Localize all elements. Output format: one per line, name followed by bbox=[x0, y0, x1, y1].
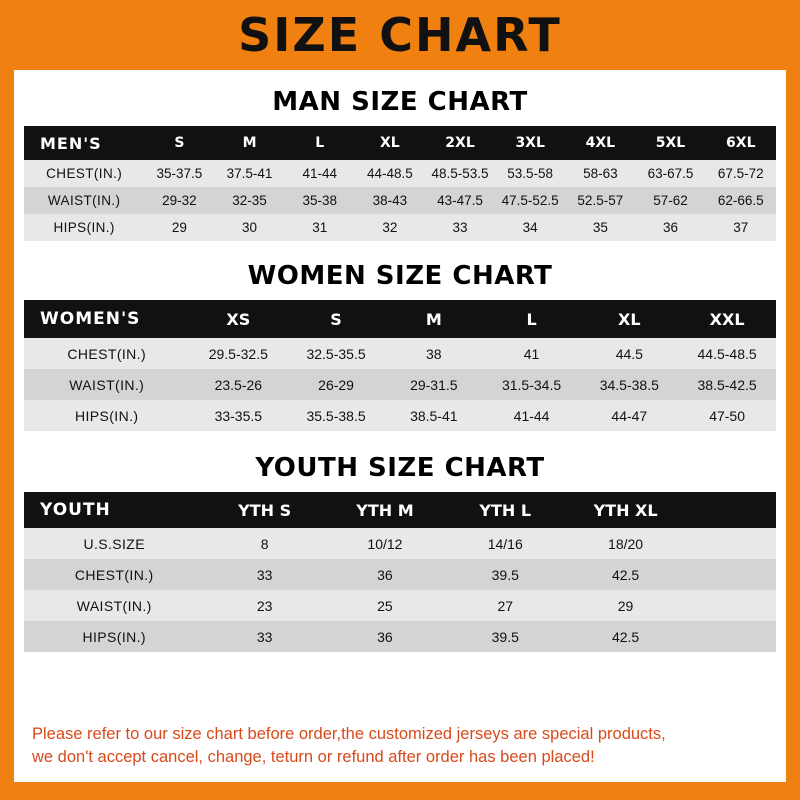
youth-cell-1-spacer bbox=[686, 559, 776, 590]
youth-cell-2-2: 27 bbox=[445, 590, 565, 621]
youth-cell-1-3: 42.5 bbox=[565, 559, 685, 590]
man-cell-2-7: 36 bbox=[635, 214, 705, 241]
man-col-0: S bbox=[144, 126, 214, 160]
youth-size-table bbox=[24, 492, 776, 652]
women-cell-2-4: 44-47 bbox=[580, 400, 678, 431]
women-cell-1-1: 26-29 bbox=[287, 369, 385, 400]
table-row bbox=[24, 160, 776, 187]
man-cell-1-4: 43-47.5 bbox=[425, 187, 495, 214]
women-table-header-row bbox=[24, 300, 776, 338]
women-col-4: XL bbox=[580, 300, 678, 338]
man-table-header-row bbox=[24, 126, 776, 160]
man-cell-0-3: 44-48.5 bbox=[355, 160, 425, 187]
man-cell-1-3: 38-43 bbox=[355, 187, 425, 214]
women-row-1-label: WAIST(IN.) bbox=[24, 369, 189, 400]
page-title: SIZE CHART bbox=[238, 8, 562, 62]
man-cell-1-8: 62-66.5 bbox=[706, 187, 776, 214]
women-header-label: WOMEN'S bbox=[24, 300, 189, 338]
man-col-3: XL bbox=[355, 126, 425, 160]
women-cell-0-0: 29.5-32.5 bbox=[189, 338, 287, 369]
man-cell-0-1: 37.5-41 bbox=[214, 160, 284, 187]
women-row-2-label: HIPS(IN.) bbox=[24, 400, 189, 431]
table-row bbox=[24, 214, 776, 241]
youth-cell-0-3: 18/20 bbox=[565, 528, 685, 559]
women-cell-1-5: 38.5-42.5 bbox=[678, 369, 776, 400]
women-cell-2-1: 35.5-38.5 bbox=[287, 400, 385, 431]
youth-section-title: YOUTH SIZE CHART bbox=[255, 453, 545, 483]
table-row bbox=[24, 590, 776, 621]
man-cell-2-8: 37 bbox=[706, 214, 776, 241]
man-cell-0-2: 41-44 bbox=[285, 160, 355, 187]
youth-cell-2-1: 25 bbox=[325, 590, 445, 621]
man-row-1-label: WAIST(IN.) bbox=[24, 187, 144, 214]
women-cell-2-5: 47-50 bbox=[678, 400, 776, 431]
women-col-3: L bbox=[483, 300, 581, 338]
man-size-table bbox=[24, 126, 776, 241]
man-section-title: MAN SIZE CHART bbox=[272, 87, 528, 117]
man-cell-0-7: 63-67.5 bbox=[635, 160, 705, 187]
women-col-2: M bbox=[385, 300, 483, 338]
man-col-4: 2XL bbox=[425, 126, 495, 160]
man-cell-2-3: 32 bbox=[355, 214, 425, 241]
youth-col-0: YTH S bbox=[204, 492, 324, 528]
header-banner bbox=[0, 0, 800, 70]
women-cell-2-2: 38.5-41 bbox=[385, 400, 483, 431]
women-cell-1-2: 29-31.5 bbox=[385, 369, 483, 400]
man-cell-1-5: 47.5-52.5 bbox=[495, 187, 565, 214]
table-row bbox=[24, 559, 776, 590]
man-cell-1-7: 57-62 bbox=[635, 187, 705, 214]
table-row bbox=[24, 528, 776, 559]
man-cell-2-5: 34 bbox=[495, 214, 565, 241]
footer-note-line-1: Please refer to our size chart before order,the customized jerseys are special products, bbox=[32, 725, 666, 744]
youth-col-spacer bbox=[686, 492, 776, 528]
youth-row-3-label: HIPS(IN.) bbox=[24, 621, 204, 652]
man-header-label: MEN'S bbox=[24, 126, 144, 160]
women-cell-1-4: 34.5-38.5 bbox=[580, 369, 678, 400]
man-cell-2-2: 31 bbox=[285, 214, 355, 241]
man-cell-1-1: 32-35 bbox=[214, 187, 284, 214]
youth-row-2-label: WAIST(IN.) bbox=[24, 590, 204, 621]
chart-content bbox=[14, 70, 786, 782]
man-col-2: L bbox=[285, 126, 355, 160]
women-cell-0-4: 44.5 bbox=[580, 338, 678, 369]
youth-cell-3-0: 33 bbox=[204, 621, 324, 652]
youth-col-1: YTH M bbox=[325, 492, 445, 528]
youth-cell-3-1: 36 bbox=[325, 621, 445, 652]
man-cell-2-4: 33 bbox=[425, 214, 495, 241]
man-col-7: 5XL bbox=[635, 126, 705, 160]
table-row bbox=[24, 338, 776, 369]
man-cell-0-6: 58-63 bbox=[565, 160, 635, 187]
women-section-title: WOMEN SIZE CHART bbox=[247, 261, 553, 291]
women-cell-0-2: 38 bbox=[385, 338, 483, 369]
man-col-8: 6XL bbox=[706, 126, 776, 160]
man-col-1: M bbox=[214, 126, 284, 160]
footer-note-line-2: we don't accept cancel, change, teturn or refund after order has been placed! bbox=[32, 747, 595, 766]
youth-cell-0-2: 14/16 bbox=[445, 528, 565, 559]
women-col-5: XXL bbox=[678, 300, 776, 338]
man-row-2-label: HIPS(IN.) bbox=[24, 214, 144, 241]
man-cell-0-5: 53.5-58 bbox=[495, 160, 565, 187]
man-cell-1-2: 35-38 bbox=[285, 187, 355, 214]
man-cell-0-8: 67.5-72 bbox=[706, 160, 776, 187]
table-row bbox=[24, 400, 776, 431]
youth-table-header-row bbox=[24, 492, 776, 528]
man-col-5: 3XL bbox=[495, 126, 565, 160]
women-cell-0-5: 44.5-48.5 bbox=[678, 338, 776, 369]
women-cell-1-3: 31.5-34.5 bbox=[483, 369, 581, 400]
youth-cell-1-2: 39.5 bbox=[445, 559, 565, 590]
women-cell-2-0: 33-35.5 bbox=[189, 400, 287, 431]
youth-cell-0-0: 8 bbox=[204, 528, 324, 559]
youth-row-0-label: U.S.SIZE bbox=[24, 528, 204, 559]
bottom-accent-bar bbox=[0, 782, 800, 800]
women-cell-2-3: 41-44 bbox=[483, 400, 581, 431]
youth-cell-2-spacer bbox=[686, 590, 776, 621]
women-col-1: S bbox=[287, 300, 385, 338]
youth-cell-1-1: 36 bbox=[325, 559, 445, 590]
man-cell-0-4: 48.5-53.5 bbox=[425, 160, 495, 187]
youth-col-3: YTH XL bbox=[565, 492, 685, 528]
man-cell-1-0: 29-32 bbox=[144, 187, 214, 214]
women-cell-0-3: 41 bbox=[483, 338, 581, 369]
youth-header-label: YOUTH bbox=[24, 492, 204, 528]
man-col-6: 4XL bbox=[565, 126, 635, 160]
youth-cell-3-2: 39.5 bbox=[445, 621, 565, 652]
women-row-0-label: CHEST(IN.) bbox=[24, 338, 189, 369]
youth-cell-3-spacer bbox=[686, 621, 776, 652]
youth-cell-2-0: 23 bbox=[204, 590, 324, 621]
footer-note bbox=[24, 711, 776, 782]
table-row bbox=[24, 621, 776, 652]
table-row bbox=[24, 187, 776, 214]
youth-col-2: YTH L bbox=[445, 492, 565, 528]
youth-cell-0-spacer bbox=[686, 528, 776, 559]
youth-row-1-label: CHEST(IN.) bbox=[24, 559, 204, 590]
youth-cell-3-3: 42.5 bbox=[565, 621, 685, 652]
man-row-0-label: CHEST(IN.) bbox=[24, 160, 144, 187]
women-col-0: XS bbox=[189, 300, 287, 338]
youth-cell-1-0: 33 bbox=[204, 559, 324, 590]
man-cell-0-0: 35-37.5 bbox=[144, 160, 214, 187]
man-cell-1-6: 52.5-57 bbox=[565, 187, 635, 214]
youth-cell-0-1: 10/12 bbox=[325, 528, 445, 559]
man-cell-2-1: 30 bbox=[214, 214, 284, 241]
women-size-table bbox=[24, 300, 776, 431]
women-cell-0-1: 32.5-35.5 bbox=[287, 338, 385, 369]
women-cell-1-0: 23.5-26 bbox=[189, 369, 287, 400]
table-row bbox=[24, 369, 776, 400]
man-cell-2-0: 29 bbox=[144, 214, 214, 241]
man-cell-2-6: 35 bbox=[565, 214, 635, 241]
youth-cell-2-3: 29 bbox=[565, 590, 685, 621]
